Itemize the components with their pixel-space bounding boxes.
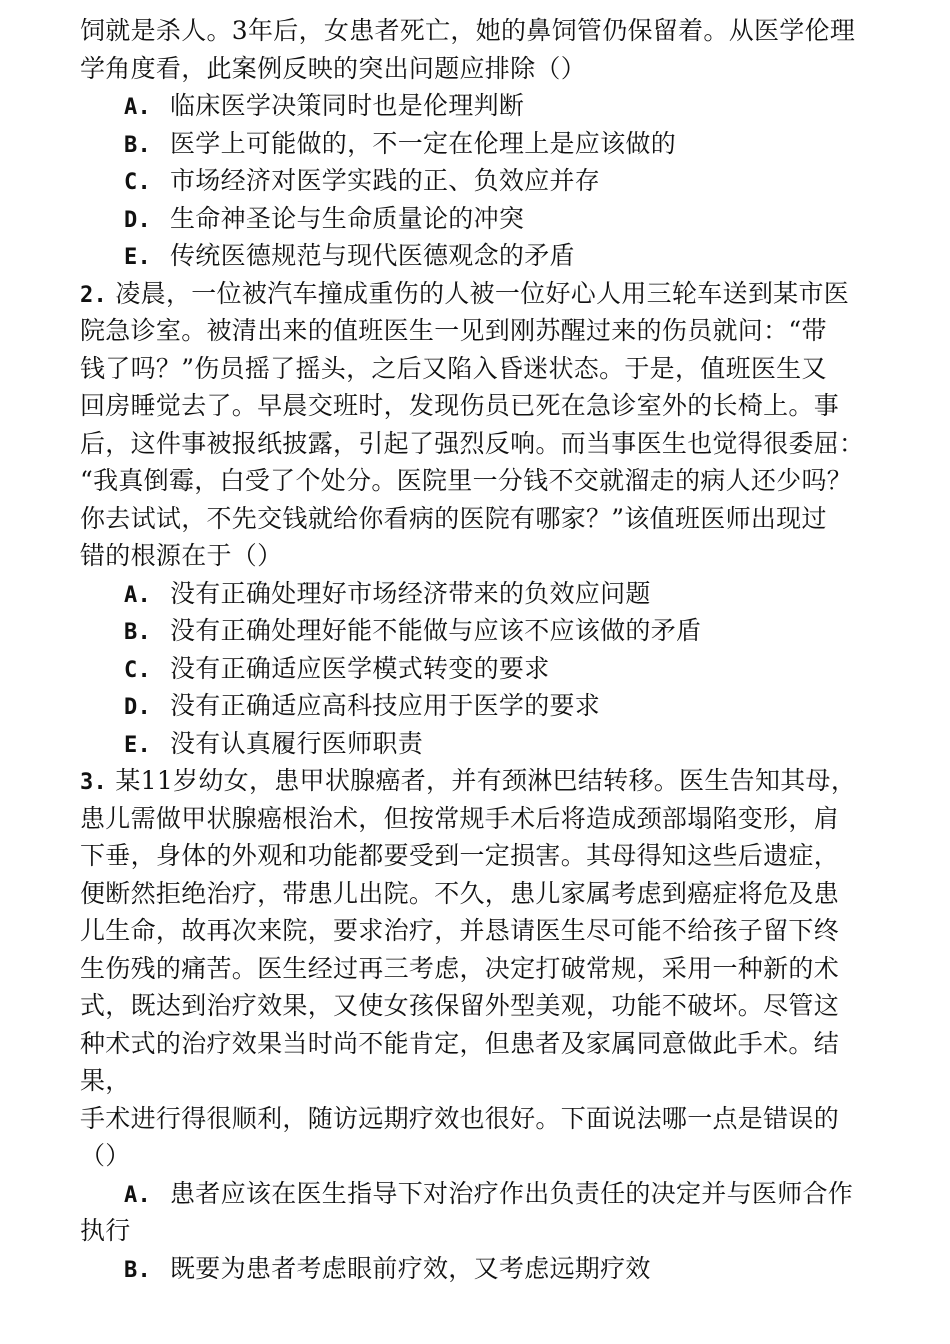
q1-option-c [80, 162, 880, 200]
option-text: 传统医德规范与现代医德观念的矛盾 [170, 241, 575, 270]
q3-option-b [80, 1250, 880, 1288]
q1-option-d [80, 200, 880, 238]
q2-text-line: 错的根源在于（） [80, 541, 283, 570]
document-page [80, 12, 880, 1287]
option-letter: B. [124, 132, 152, 158]
option-text: 医学上可能做的，不一定在伦理上是应该做的 [170, 128, 677, 158]
q2-text-line: 钱了吗？”伤员摇了摇头，之后又陷入昏迷状态。于是，值班医生又 [80, 353, 827, 383]
q3-text-line: （） [80, 1141, 131, 1170]
q3-text-line: 种术式的治疗效果当时尚不能肯定，但患者及家属同意做此手术。结 [80, 1028, 840, 1058]
option-letter: B. [124, 1257, 152, 1283]
q2-text-line: 后，这件事被报纸披露，引起了强烈反响。而当事医生也觉得很委屈： [80, 428, 865, 458]
q3-text-line: 果， [80, 1066, 131, 1095]
q3-option-a [80, 1175, 880, 1213]
option-letter: A. [124, 1182, 152, 1208]
q1-option-a [80, 87, 880, 125]
question-text: 凌晨，一位被汽车撞成重伤的人被一位好心人用三轮车送到某市医 [115, 278, 850, 308]
q2-option-a [80, 575, 880, 613]
option-text: 没有正确处理好市场经济带来的负效应问题 [170, 578, 651, 608]
option-text: 没有正确处理好能不能做与应该不应该做的矛盾 [170, 616, 702, 645]
q2-option-d [80, 687, 880, 725]
q2-option-c [80, 650, 880, 688]
q1-option-b [80, 125, 880, 163]
q3-option-a-wrap: 执行 [80, 1216, 131, 1245]
q2-text-line: “我真倒霉，白受了个处分。医院里一分钱不交就溜走的病人还少吗？ [80, 466, 853, 495]
question-text: 某11岁幼女，患甲状腺癌者，并有颈淋巴结转移。医生告知其母， [115, 766, 857, 795]
option-letter: C. [124, 170, 152, 195]
q2-text-line: 你去试试，不先交钱就给你看病的医院有哪家？”该值班医师出现过 [80, 503, 827, 533]
option-letter: B. [124, 620, 152, 645]
option-letter: C. [124, 657, 152, 683]
q3-text-line: 便断然拒绝治疗，带患儿出院。不久，患儿家属考虑到癌症将危及患 [80, 878, 840, 908]
option-letter: D. [124, 207, 152, 233]
option-letter: A. [124, 582, 152, 608]
q2-text-line: 院急诊室。被清出来的值班医生一见到刚苏醒过来的伤员就问：“带 [80, 316, 827, 345]
question-number: 3. [80, 770, 108, 795]
q1-option-e [80, 237, 880, 275]
q2-option-e [80, 725, 880, 763]
question-number: 2. [80, 282, 108, 308]
q3-text-line: 患儿需做甲状腺癌根治术，但按常规手术后将造成颈部塌陷变形，肩 [80, 803, 840, 833]
option-text: 既要为患者考虑眼前疗效，又考虑远期疗效 [170, 1253, 651, 1283]
option-letter: E. [124, 245, 152, 270]
option-text: 患者应该在医生指导下对治疗作出负责任的决定并与医师合作 [170, 1178, 854, 1208]
option-letter: A. [124, 95, 152, 120]
q3-first-line [80, 762, 880, 800]
q3-text-line: 手术进行得很顺利，随访远期疗效也很好。下面说法哪一点是错误的 [80, 1103, 840, 1133]
q3-text-line: 下垂，身体的外观和功能都要受到一定损害。其母得知这些后遗症， [80, 841, 840, 870]
q2-first-line [80, 275, 880, 313]
option-text: 市场经济对医学实践的正、负效应并存 [170, 166, 601, 195]
q2-option-b [80, 612, 880, 650]
option-text: 生命神圣论与生命质量论的冲突 [170, 203, 525, 233]
option-text: 没有认真履行医师职责 [170, 728, 424, 758]
q3-text-line: 儿生命，故再次来院，要求治疗，并恳请医生尽可能不给孩子留下终 [80, 916, 840, 945]
option-text: 临床医学决策同时也是伦理判断 [170, 91, 525, 120]
option-text: 没有正确适应高科技应用于医学的要求 [170, 691, 601, 720]
q3-text-line: 式，既达到治疗效果，又使女孩保留外型美观，功能不破坏。尽管这 [80, 991, 840, 1020]
q2-text-line: 回房睡觉去了。早晨交班时，发现伤员已死在急诊室外的长椅上。事 [80, 391, 840, 420]
option-letter: E. [124, 732, 152, 758]
option-text: 没有正确适应医学模式转变的要求 [170, 653, 550, 683]
option-letter: D. [124, 695, 152, 720]
q1-text-line: 饲就是杀人。3年后，女患者死亡，她的鼻饲管仍保留着。从医学伦理 [80, 16, 856, 45]
q1-text-line: 学角度看，此案例反映的突出问题应排除（） [80, 53, 587, 83]
q3-text-line: 生伤残的痛苦。医生经过再三考虑，决定打破常规，采用一种新的术 [80, 953, 840, 983]
